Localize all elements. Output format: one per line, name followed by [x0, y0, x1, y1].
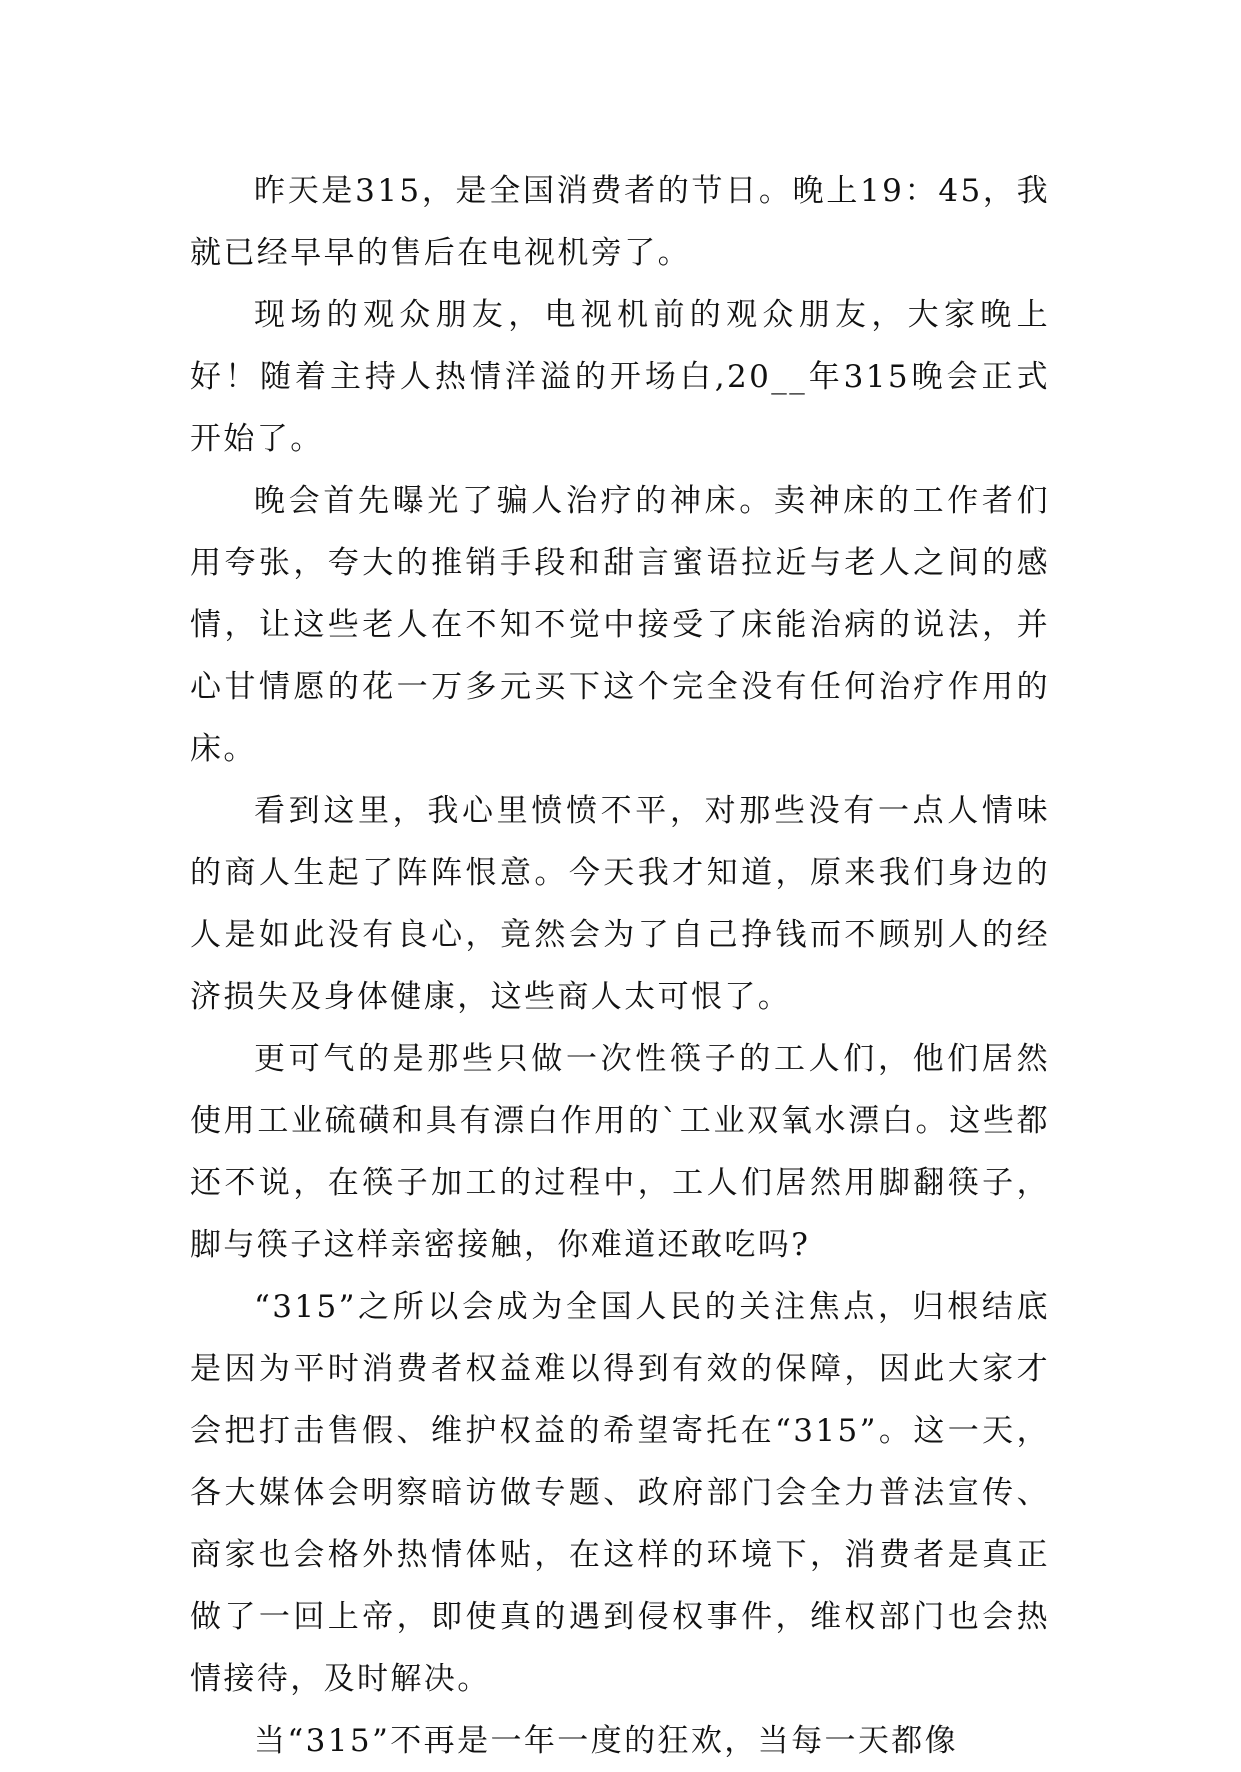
paragraph-1: 昨天是315，是全国消费者的节日。晚上19：45，我就已经早早的售后在电视机旁了。 — [190, 173, 1050, 271]
paragraph-7: 当“315”不再是一年一度的狂欢，当每一天都像 — [254, 1723, 959, 1759]
paragraph-6: “315”之所以会成为全国人民的关注焦点，归根结底是因为平时消费者权益难以得到有效的保障，因此大家才会把打击售假、维护权益的希望寄托在“315”。这一天，各大媒体会明察暗访做专题、政府部门会全力普法宣传、商家也会格外热情体贴，在这样的环境下，消费者是真正做了一回上帝，即使真的遇到侵权事件，维权部门也会热情接待，及时解决。 — [190, 1289, 1050, 1697]
paragraph-5: 更可气的是那些只做一次性筷子的工人们，他们居然使用工业硫磺和具有漂白作用的`工业双氧水漂白。这些都还不说，在筷子加工的过程中，工人们居然用脚翻筷子，脚与筷子这样亲密接触，你难道还敢吃吗? — [190, 1041, 1050, 1263]
document-body — [190, 160, 1050, 1772]
paragraph-3: 晚会首先曝光了骗人治疗的神床。卖神床的工作者们用夸张，夸大的推销手段和甜言蜜语拉近与老人之间的感情，让这些老人在不知不觉中接受了床能治病的说法，并心甘情愿的花一万多元买下这个完全没有任何治疗作用的床。 — [190, 483, 1050, 767]
paragraph-2: 现场的观众朋友，电视机前的观众朋友，大家晚上好！随着主持人热情洋溢的开场白,20__年315晚会正式开始了。 — [190, 297, 1050, 457]
paragraph-4: 看到这里，我心里愤愤不平，对那些没有一点人情味的商人生起了阵阵恨意。今天我才知道，原来我们身边的人是如此没有良心，竟然会为了自己挣钱而不顾别人的经济损失及身体健康，这些商人太可恨了。 — [190, 793, 1050, 1015]
